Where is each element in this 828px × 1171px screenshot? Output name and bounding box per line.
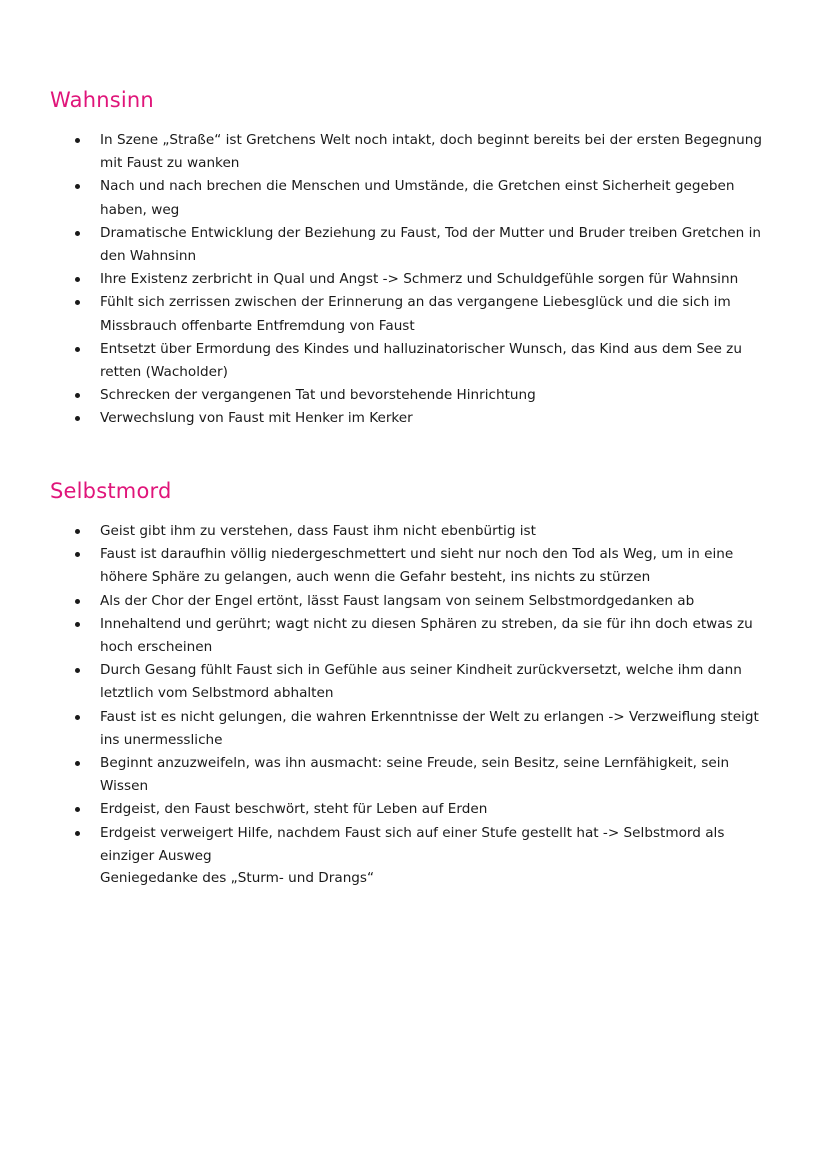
- list-item: Durch Gesang fühlt Faust sich in Gefühle aus seiner Kindheit zurückversetzt, welche ihm dann letztlich vom Selbstmord abhalten: [0, 659, 780, 705]
- footnote-text: Geniegedanke des „Sturm- und Drangs“: [100, 870, 375, 886]
- list-item: Nach und nach brechen die Menschen und Umstände, die Gretchen einst Sicherheit gegeben haben, weg: [0, 175, 780, 221]
- list-item: Fühlt sich zerrissen zwischen der Erinnerung an das vergangene Liebesglück und die sich im Missbrauch offenbarte Entfremdung von Faust: [0, 291, 780, 337]
- list-item: Innehaltend und gerührt; wagt nicht zu diesen Sphären zu streben, da sie für ihn doch etwas zu hoch erscheinen: [0, 613, 780, 659]
- list-item: Dramatische Entwicklung der Beziehung zu Faust, Tod der Mutter und Bruder treiben Gretchen in den Wahnsinn: [0, 222, 780, 268]
- list-item: Als der Chor der Engel ertönt, lässt Faust langsam von seinem Selbstmordgedanken ab: [0, 590, 780, 613]
- list-item: Beginnt anzuzweifeln, was ihn ausmacht: seine Freude, sein Besitz, seine Lernfähigkeit, sein Wissen: [0, 752, 780, 798]
- list-item: Faust ist es nicht gelungen, die wahren Erkenntnisse der Welt zu erlangen -> Verzweiflung steigt ins unermessliche: [0, 706, 780, 752]
- list-item: Erdgeist, den Faust beschwört, steht für Leben auf Erden: [0, 798, 780, 821]
- list-item: Verwechslung von Faust mit Henker im Kerker: [0, 407, 780, 430]
- list-item: Entsetzt über Ermordung des Kindes und halluzinatorischer Wunsch, das Kind aus dem See zu retten (Wacholder): [0, 338, 780, 384]
- list-item: Ihre Existenz zerbricht in Qual und Angst -> Schmerz und Schuldgefühle sorgen für Wahnsinn: [0, 268, 780, 291]
- list-item: Erdgeist verweigert Hilfe, nachdem Faust sich auf einer Stufe gestellt hat -> Selbstmord als einziger Ausweg: [0, 822, 780, 868]
- bullet-list-selbstmord: [0, 520, 828, 868]
- list-item: Faust ist daraufhin völlig niedergeschmettert und sieht nur noch den Tod als Weg, um in eine höhere Sphäre zu gelangen, auch wenn die Gefahr besteht, ins nichts zu stürzen: [0, 543, 780, 589]
- list-item: In Szene „Straße“ ist Gretchens Welt noch intakt, doch beginnt bereits bei der ersten Begegnung mit Faust zu wanken: [0, 129, 780, 175]
- list-item: Schrecken der vergangenen Tat und bevorstehende Hinrichtung: [0, 384, 780, 407]
- section-heading-selbstmord: Selbstmord: [50, 479, 172, 503]
- bullet-list-wahnsinn: [0, 129, 828, 431]
- section-heading-wahnsinn: Wahnsinn: [50, 88, 154, 112]
- list-item: Geist gibt ihm zu verstehen, dass Faust ihm nicht ebenbürtig ist: [0, 520, 780, 543]
